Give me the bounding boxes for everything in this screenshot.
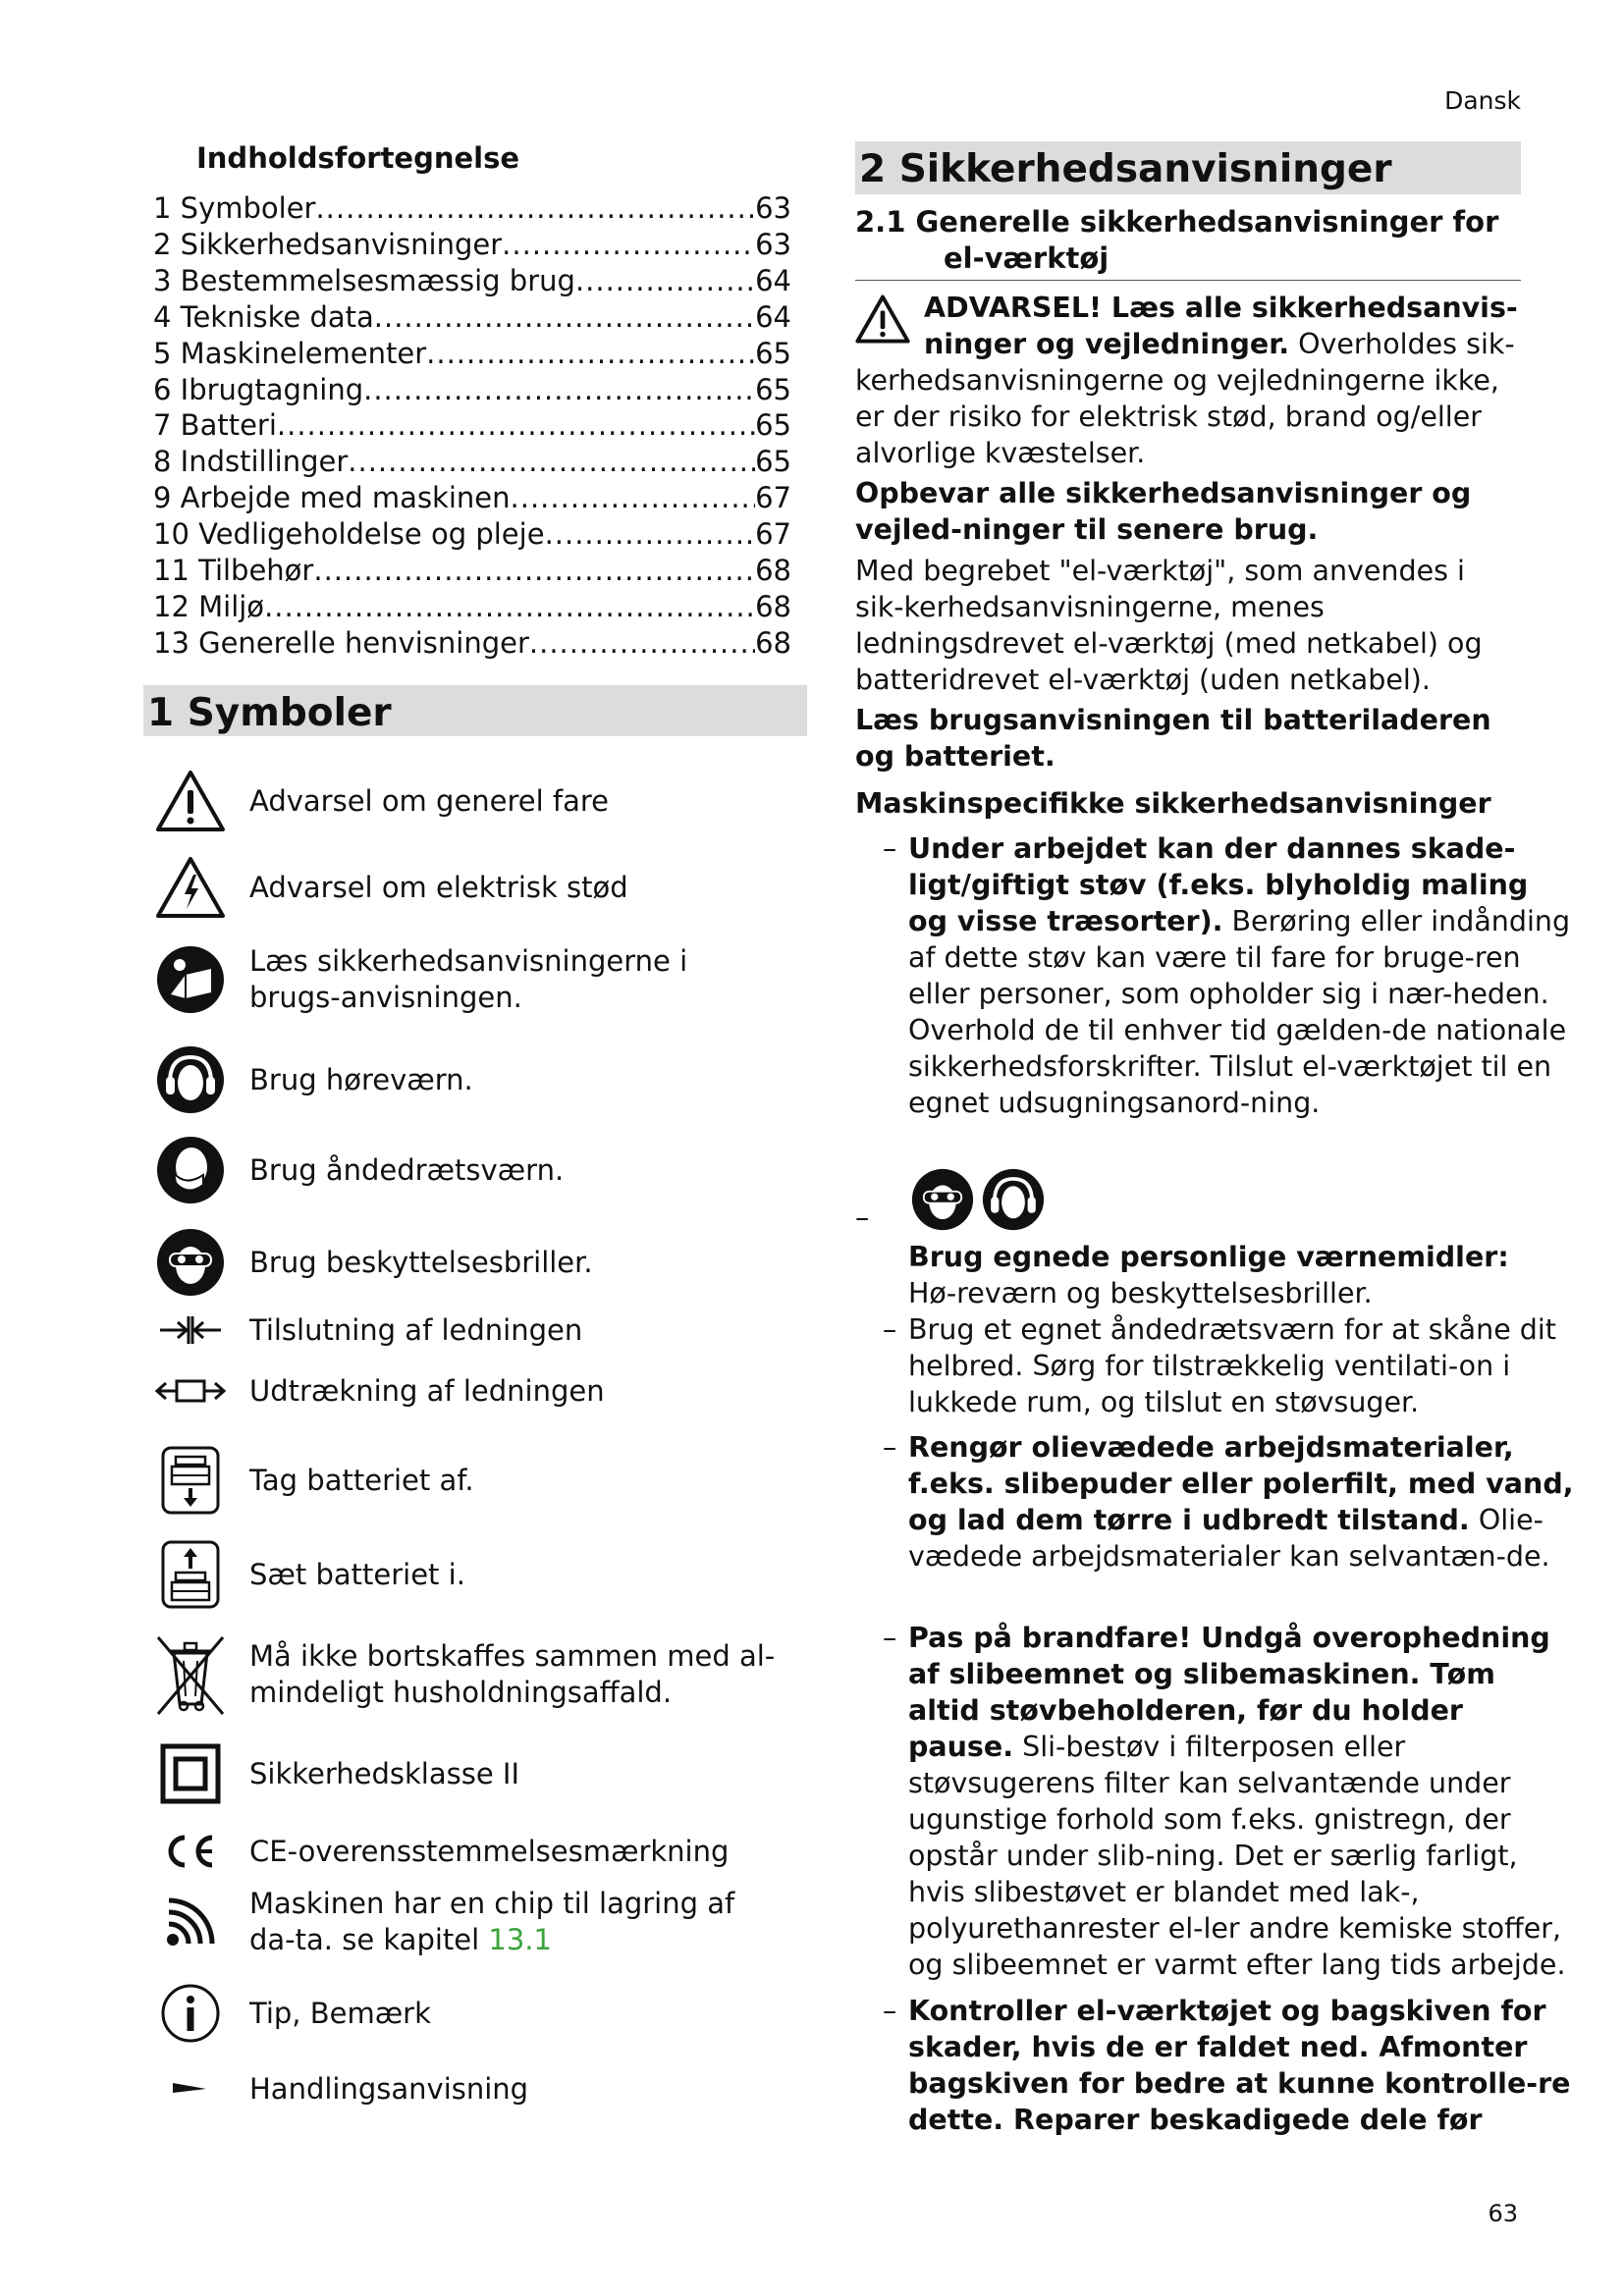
section-title-safety: 2 Sikkerhedsanvisninger xyxy=(855,141,1521,194)
weee-bin-icon xyxy=(153,1633,228,1716)
toc-entry[interactable]: 1 Symboler ..... 63 xyxy=(153,190,791,227)
page-number: 63 xyxy=(1488,2200,1518,2227)
protection-class-2-icon xyxy=(153,1741,228,1806)
instruction-arrow-icon xyxy=(153,2069,228,2109)
list-item: – Brug et egnet åndedrætsværn for at skåne dit helbred. Sørg for tilstrækkelig ventilati-on i lukkede rum, og tilslut en støvsuger. xyxy=(883,1313,1556,1418)
electric-shock-icon xyxy=(153,850,228,925)
toc-entry[interactable]: 5 Maskinelementer ..... 65 xyxy=(153,336,791,372)
section-title-symbols: 1 Symboler xyxy=(143,685,807,736)
chapter-link[interactable]: 13.1 xyxy=(488,1923,552,1956)
toc-entry[interactable]: 13 Generelle henvisninger ..... 68 xyxy=(153,625,791,662)
machine-specific-heading: Maskinspecifikke sikkerhedsanvisninger xyxy=(855,787,1491,820)
symbol-row: Sikkerhedsklasse II xyxy=(153,1741,791,1806)
symbol-row: Tilslutning af ledningen xyxy=(153,1308,791,1353)
symbol-row: Advarsel om elektrisk stød xyxy=(153,850,791,925)
term-definition: Med begrebet "el-værktøj", som anvendes i sik-kerhedsanvisningerne, menes ledningsdrevet el-værktøj (med netkabel) og batteridrevet el-værktøj (uden netkabel). xyxy=(855,555,1483,696)
toc-entry[interactable]: 2 Sikkerhedsanvisninger ..... 63 xyxy=(153,227,791,263)
battery-remove-icon xyxy=(153,1443,228,1518)
symbol-row: CE-overensstemmelsesmærkning xyxy=(153,1830,791,1873)
toc-entry[interactable]: 10 Vedligeholdelse og pleje ..... 67 xyxy=(153,516,791,553)
data-chip-icon xyxy=(153,1885,228,1959)
subsection-title: 2.1 Generelle sikkerhedsanvisninger for el-værktøj xyxy=(855,204,1521,281)
symbol-row: Må ikke bortskaffes sammen med al-mindeligt husholdningsaffald. xyxy=(153,1633,791,1716)
respirator-icon xyxy=(153,1133,228,1207)
symbol-row: Brug åndedrætsværn. xyxy=(153,1133,791,1207)
list-item: – Rengør olievædede arbejdsmaterialer, f.eks. slibepuder eller polerfilt, med vand, og lad dem tørre i udbredt tilstand. Olie-vædede arbejdsmaterialer kan selvantæn-de. xyxy=(883,1431,1574,1573)
list-item: – Kontroller el-værktøjet og bagskiven for skader, hvis de er faldet ned. Afmonter bagskiven for bedre at kunne kontrolle-re dette. Reparer beskadigede dele før xyxy=(883,1995,1571,2136)
keep-instructions: Opbevar alle sikkerhedsanvisninger og vejled-ninger til senere brug. xyxy=(855,477,1472,546)
symbol-row: Brug høreværn. xyxy=(153,1042,791,1117)
cable-connect-icon xyxy=(153,1308,228,1353)
info-icon xyxy=(153,1981,228,2046)
symbol-row: Læs sikkerhedsanvisningerne i brugs-anvisningen. xyxy=(153,942,791,1017)
list-item: – Pas på brandfare! Undgå overophedning af slibeemnet og slibemaskinen. Tøm altid støvbeholderen, før du holder pause. Sli-bestøv i filterposen eller støvsugerens filter kan selvantænde under ugunstige forhold som f.eks. gnistregn, der opstår under slib-ning. Det er særlig farligt, hvis slibestøvet er blandet med lak-, polyurethanrester el-ler andre kemiske stoffer, og slibeemnet er varmt efter lang tids arbejde. xyxy=(883,1622,1566,1981)
toc-entry[interactable]: 12 Miljø ..... 68 xyxy=(153,589,791,625)
toc-entry[interactable]: 6 Ibrugtagning ..... 65 xyxy=(153,372,791,408)
toc-entry[interactable]: 11 Tilbehør ..... 68 xyxy=(153,553,791,589)
ppe-text: Brug egnede personlige værnemidler: Hø-reværn og beskyttelsesbriller. xyxy=(908,1241,1509,1309)
safety-goggles-icon xyxy=(153,1225,228,1300)
symbol-row: Brug beskyttelsesbriller. xyxy=(153,1225,791,1300)
ce-mark-icon xyxy=(153,1830,228,1873)
safety-goggles-icon xyxy=(911,1168,974,1231)
list-item: – Under arbejdet kan der dannes skade-ligt/giftigt støv (f.eks. blyholdig maling og visse træsorter). Berøring eller indånding af dette støv kan være til fare for bruge-ren eller personer, som opholder sig i nær-heden. Overhold de til enhver tid gælden-de nationale sikkerhedsforskrifter. Tilslut el-værktøjet til en egnet udsugningsanord-ning. xyxy=(883,832,1571,1119)
ppe-icons xyxy=(911,1168,1045,1231)
symbol-row: Handlingsanvisning xyxy=(153,2069,791,2109)
warning-triangle-icon xyxy=(153,764,228,838)
toc-entry[interactable]: 3 Bestemmelsesmæssig brug ..... 64 xyxy=(153,263,791,299)
read-charger-manual: Læs brugsanvisningen til batteriladeren og batteriet. xyxy=(855,704,1491,773)
warning-triangle-icon xyxy=(855,294,910,348)
symbol-row: Advarsel om generel fare xyxy=(153,764,791,838)
symbol-row: Tip, Bemærk xyxy=(153,1981,791,2046)
symbol-row: Maskinen har en chip til lagring af da-ta. se kapitel 13.1 xyxy=(153,1885,791,1959)
toc-entry[interactable]: 7 Batteri ..... 65 xyxy=(153,407,791,444)
ear-protection-icon xyxy=(982,1168,1045,1231)
cable-disconnect-icon xyxy=(153,1368,228,1414)
battery-insert-icon xyxy=(153,1537,228,1612)
toc-entry[interactable]: 8 Indstillinger ..... 65 xyxy=(153,444,791,480)
symbol-row: Tag batteriet af. xyxy=(153,1443,791,1518)
toc-title: Indholdsfortegnelse xyxy=(196,141,520,175)
toc-entry[interactable]: 9 Arbejde med maskinen ..... 67 xyxy=(153,480,791,516)
ear-protection-icon xyxy=(153,1042,228,1117)
symbol-row: Udtrækning af ledningen xyxy=(153,1368,791,1414)
read-manual-icon xyxy=(153,942,228,1017)
symbol-row: Sæt batteriet i. xyxy=(153,1537,791,1612)
general-warning: ADVARSEL! Læs alle sikkerhedsanvis-ninger og vejledninger. Overholdes sik-kerhedsanvisningerne og vejledningerne ikke, er der risiko for elektrisk stød, brand og/eller alvorlige kvæstelser. xyxy=(855,292,1518,469)
language-label: Dansk xyxy=(1444,86,1521,115)
toc-entry[interactable]: 4 Tekniske data ..... 64 xyxy=(153,299,791,336)
table-of-contents xyxy=(153,190,791,662)
